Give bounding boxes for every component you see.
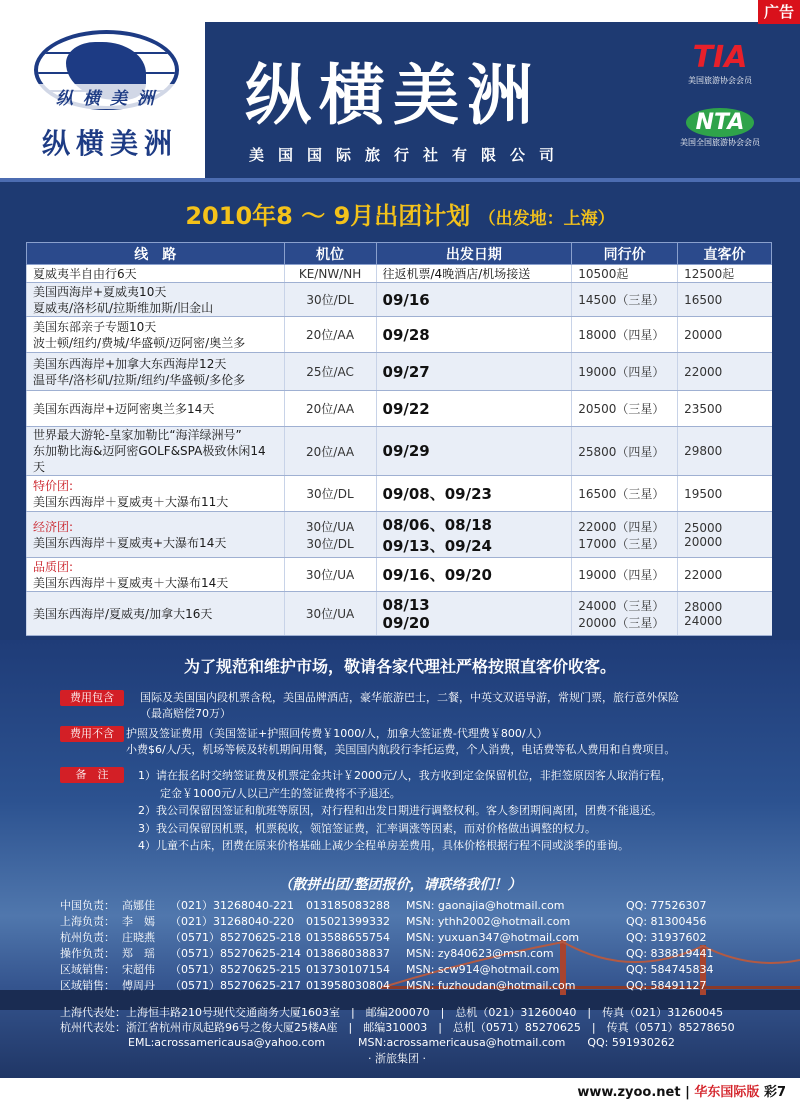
date-cell (376, 283, 572, 317)
table-row (27, 512, 772, 558)
direct-price-cell-line: 19500 (684, 486, 723, 501)
contact-qq[interactable]: QQ: 584745834 (626, 962, 714, 976)
contact-name: 庄晓燕 (122, 931, 155, 944)
date-cell (376, 592, 572, 636)
trade-price-cell (572, 592, 678, 636)
footer-site[interactable]: www.zyoo.net (577, 1085, 681, 1100)
direct-price-cell (678, 512, 772, 558)
direct-price-cell (678, 558, 772, 592)
date-cell-line: 09/29 (382, 442, 430, 460)
company-name: 美国国际旅行社有限公司 (249, 146, 569, 164)
header (0, 0, 800, 178)
email-msn-qq: EML:acrossamericausa@yahoo.com MSN:acrossamericausa@hotmail.com QQ: 591930262 (128, 1036, 675, 1049)
contact-msn[interactable]: MSN: yuxuan347@hotmail.com (406, 930, 580, 944)
hangzhou-office: 杭州代表处：浙江省杭州市凤起路96号之俊大厦25楼A座 | 邮编310003 | 总机（0571）85270625 | 传真（0571）85278650 (60, 1021, 735, 1034)
contact-role: 操作负责： (60, 947, 115, 960)
trade-price-cell-line: 20500（三星） (578, 402, 665, 416)
trade-price-cell-line: 19000（四星） (578, 365, 665, 379)
table-row (27, 353, 772, 391)
seat-cell (284, 391, 376, 427)
trade-price-cell-line: 17000（三星） (578, 536, 665, 551)
tia-caption: 美国旅游协会会员 (688, 76, 752, 85)
excluded-badge: 费用不含 (60, 726, 124, 742)
trade-price-cell-line: 14500（三星） (578, 293, 665, 307)
direct-price-cell-line: 20000 (684, 534, 723, 549)
seat-cell (284, 476, 376, 512)
table-header-row (27, 243, 772, 265)
plan-title-sub: （出发地：上海） (478, 209, 615, 229)
tia-logo: TIA (692, 40, 748, 75)
note-line: 3）我公司保留因机票，机票税收，领馆签证费，汇率调涨等因素，而对价格做出调整的权力。 (138, 821, 596, 835)
contact-msn[interactable]: MSN: scw914@hotmail.com (406, 962, 560, 976)
route-cell (27, 317, 285, 353)
date-cell-line: 08/06、08/18 (382, 515, 492, 534)
contact-name: 高娜佳 (122, 899, 155, 912)
date-cell (376, 512, 572, 558)
brand-title: 纵横美洲 (245, 56, 541, 134)
route-line: 美国东西海岸＋夏威夷＋大瀑布14天 (33, 576, 229, 590)
direct-price-cell-line: 22000 (684, 364, 723, 379)
tia-badge (666, 40, 774, 86)
tour-type-tag: 特价团: (33, 479, 74, 493)
contact-role: 杭州负责： (60, 931, 115, 944)
trade-price-cell-line: 25800（四星） (578, 444, 665, 459)
date-cell-line: 09/28 (382, 325, 430, 344)
contact-row (60, 897, 730, 913)
contact-mobile: 015021399332 (306, 914, 390, 928)
direct-price-cell-line: 23500 (684, 401, 723, 416)
direct-price-cell-line: 12500起 (684, 267, 735, 281)
plan-title-main: 2010年8 ～ 9月出团计划 (185, 202, 471, 230)
trade-price-cell (572, 427, 678, 476)
header-date: 出发日期 (376, 243, 572, 265)
contact-rows (60, 897, 730, 993)
route-line: 美国东西海岸/夏威夷/加拿大16天 (33, 606, 213, 621)
title-banner (205, 22, 800, 178)
trade-price-cell-line: 16500（三星） (578, 487, 665, 501)
direct-price-cell (678, 476, 772, 512)
contact-tel[interactable]: （0571）85270625-217 (170, 979, 301, 992)
contact-tel[interactable]: （0571）85270625-215 (170, 963, 301, 976)
trade-price-cell-line: 20000（三星） (578, 615, 665, 630)
contact-name: 傅周丹 (122, 979, 155, 992)
route-cell (27, 592, 285, 636)
included-text (140, 690, 780, 722)
contact-role: 上海负责： (60, 915, 115, 928)
seat-cell-line: 20位/AA (306, 444, 355, 459)
contact-qq[interactable]: QQ: 31937602 (626, 930, 707, 944)
route-line: 夏威夷半自由行6天 (33, 266, 137, 281)
note-line: 定金￥1000元/人以已产生的签证费将不予退还。 (160, 786, 401, 800)
trade-price-cell (572, 283, 678, 317)
pricing-notice: 为了规范和维护市场，敬请各家代理社严格按照直客价收客。 (183, 657, 616, 676)
seat-cell-line: 30位/DL (306, 536, 354, 551)
route-line: 夏威夷/洛杉矶/拉斯维加斯/旧金山 (33, 300, 214, 315)
contact-msn[interactable]: MSN: ythh2002@hotmail.com (406, 914, 571, 928)
contact-tel[interactable]: （0571）85270625-218 (170, 931, 301, 944)
route-cell (27, 512, 285, 558)
contact-row (60, 961, 730, 977)
contact-name: 宋超伟 (122, 963, 155, 976)
contact-row (60, 929, 730, 945)
direct-price-cell-line: 16500 (684, 292, 723, 307)
direct-price-cell (678, 317, 772, 353)
note-line: 4）儿童不占床，团费在原来价格基础上减少全程单房差费用，具体价格根据行程不同或淡季的垂询。 (138, 839, 629, 852)
contact-name: 李 嫣 (122, 915, 155, 928)
route-cell (27, 353, 285, 391)
header-trade-price: 同行价 (572, 243, 678, 265)
seat-cell (284, 512, 376, 558)
contact-qq[interactable]: QQ: 58491127 (626, 978, 707, 992)
route-cell (27, 283, 285, 317)
date-cell (376, 265, 572, 283)
plan-title (0, 196, 800, 231)
date-cell (376, 317, 572, 353)
header-direct-price: 直客价 (678, 243, 772, 265)
page-footer (0, 1078, 800, 1100)
contact-tel[interactable]: （021）31268040-220 (170, 915, 294, 928)
shanghai-office: 上海代表处：上海恒丰路210号现代交通商务大厦1603室 | 邮编200070 | 总机（021）31260040 | 传真（021）31260045 (60, 1006, 724, 1019)
seat-cell-line: 30位/UA (305, 519, 355, 534)
trade-price-cell-line: 24000（三星） (578, 598, 665, 613)
contact-mobile: 013588655754 (306, 930, 390, 944)
date-cell-line: 09/16、09/20 (382, 566, 492, 584)
route-line: 东加勒比海&迈阿密GOLF&SPA极致休闲14天 (33, 444, 266, 474)
seat-cell (284, 592, 376, 636)
route-cell (27, 265, 285, 283)
trade-price-cell-line: 10500起 (578, 267, 629, 281)
contact-row (60, 977, 730, 993)
excluded-line: 小费$6/人/天，机场等候及转机期间用餐，美国国内航段行李托运费，个人消费，电话费等私人费用和自费项目。 (126, 743, 676, 756)
excluded-line: 护照及签证费用（美国签证+护照回传费￥1000/人，加拿大签证费-代理费￥800/人） (126, 727, 548, 740)
contact-role: 区域销售： (60, 963, 115, 976)
note-line: 1）请在报名时交纳签证费及机票定金共计￥2000元/人，我方收到定金保留机位，非拒签原因客人取消行程， (138, 769, 672, 782)
date-cell-line: 09/20 (382, 613, 430, 632)
contact-msn[interactable]: MSN: fuzhoudan@hotmail.com (406, 978, 576, 992)
footer-edition: 华东国际版 (694, 1085, 760, 1100)
date-cell-line: 09/08、09/23 (382, 485, 492, 503)
seat-cell (284, 265, 376, 283)
date-cell (376, 353, 572, 391)
seat-cell-line: KE/NW/NH (298, 266, 362, 281)
footer-page: 彩7 (763, 1085, 786, 1100)
included-line: 国际及美国国内段机票含税，美国品牌酒店，豪华旅游巴士，二餐，中英文双语导游，常规门票，旅行意外保险 (140, 691, 679, 704)
trade-price-cell (572, 558, 678, 592)
trade-price-cell (572, 317, 678, 353)
seat-cell (284, 283, 376, 317)
route-cell (27, 427, 285, 476)
contact-row (60, 913, 730, 929)
table-row (27, 592, 772, 636)
logo-small-text: 纵横美洲 (30, 84, 190, 109)
seat-cell-line: 30位/DL (306, 487, 354, 501)
included-line: （最高赔偿70万） (140, 707, 231, 720)
table-row (27, 265, 772, 283)
table-row (27, 558, 772, 592)
seat-cell-line: 20位/AA (306, 402, 355, 416)
trade-price-cell-line: 18000（四星） (578, 328, 665, 342)
header-seat: 机位 (284, 243, 376, 265)
date-cell-line: 往返机票/4晚酒店/机场接送 (382, 267, 531, 281)
direct-price-cell (678, 265, 772, 283)
route-line: 美国东西海岸＋夏威夷＋大瀑布11大 (33, 495, 229, 509)
date-cell (376, 558, 572, 592)
route-line: 温哥华/洛杉矶/拉斯/纽约/华盛顿/多伦多 (33, 372, 246, 387)
date-cell-line: 09/13、09/24 (382, 536, 492, 555)
included-badge: 费用包含 (60, 690, 124, 706)
tour-type-tag: 品质团: (33, 560, 74, 574)
date-cell (376, 476, 572, 512)
date-cell-line: 09/16 (382, 290, 430, 309)
table-row (27, 283, 772, 317)
table-row (27, 427, 772, 476)
divider-stripe (0, 178, 800, 182)
route-line: 美国西海岸+夏威夷10天 (33, 284, 167, 299)
direct-price-cell-line: 22000 (684, 567, 723, 582)
table-row (27, 317, 772, 353)
seat-cell-line: 30位/UA (305, 568, 355, 582)
route-cell (27, 558, 285, 592)
contact-qq[interactable]: QQ: 81300456 (626, 914, 707, 928)
nta-logo: NTA (686, 108, 755, 137)
date-cell (376, 427, 572, 476)
route-line: 美国东部亲子专题10天 (33, 319, 157, 334)
contact-name: 郑 瑶 (122, 947, 155, 960)
seat-cell-line: 20位/AA (306, 328, 355, 342)
direct-price-cell-line: 29800 (684, 444, 723, 458)
contact-tel[interactable]: （0571）85270625-214 (170, 947, 301, 960)
seat-cell (284, 558, 376, 592)
contact-mobile: 013185083288 (306, 898, 390, 912)
contact-role: 区域销售： (60, 979, 115, 992)
direct-price-cell (678, 353, 772, 391)
direct-price-cell (678, 391, 772, 427)
date-cell-line: 09/22 (382, 399, 430, 418)
trade-price-cell-line: 22000（四星） (578, 519, 665, 534)
group-name: · 浙旅集团 · (368, 1052, 426, 1065)
direct-price-cell-line: 25000 (684, 520, 723, 535)
route-line: 美国东西海岸＋夏威夷+大瀑布14天 (33, 536, 227, 550)
seat-cell-line: 30位/DL (306, 293, 354, 307)
contact-mobile: 013868038837 (306, 946, 390, 960)
excluded-text (126, 726, 786, 758)
table-row (27, 476, 772, 512)
route-line: 美国东西海岸+迈阿密奥兰多14天 (33, 401, 215, 416)
route-cell (27, 391, 285, 427)
header-route: 线 路 (27, 243, 285, 265)
trade-price-cell (572, 512, 678, 558)
contacts-table (60, 897, 730, 993)
contact-msn[interactable]: MSN: gaonajia@hotmail.com (406, 898, 565, 912)
seat-cell-line: 30位/UA (305, 607, 355, 621)
direct-price-cell (678, 427, 772, 476)
trade-price-cell-line: 19000（四星） (578, 568, 665, 582)
seat-cell (284, 353, 376, 391)
company-logo (12, 22, 202, 168)
tour-type-tag: 经济团: (33, 520, 74, 534)
seat-cell (284, 317, 376, 353)
contact-qq[interactable]: QQ: 838819441 (626, 946, 714, 960)
contact-invite: （散拼出团/整团报价，请联络我们！） (278, 877, 522, 893)
notes-text (138, 767, 788, 855)
trade-price-cell (572, 391, 678, 427)
seat-cell-line: 25位/AC (306, 365, 354, 379)
contact-mobile: 013958030804 (306, 978, 390, 992)
route-line: 世界最大游轮-皇家加勒比“海洋绿洲号” (33, 428, 242, 442)
note-line: 2）我公司保留因签证和航班等原因，对行程和出发日期进行调整权利。客人参团期间离团，团费不能退还。 (138, 804, 662, 817)
contact-tel[interactable]: （021）31268040-221 (170, 899, 294, 912)
contact-role: 中国负责： (60, 899, 115, 912)
footer-text: www.zyoo.net | 华东国际版 彩7 (577, 1085, 786, 1100)
seat-cell (284, 427, 376, 476)
direct-price-cell (678, 592, 772, 636)
trade-price-cell (572, 476, 678, 512)
ad-label: 广告 (758, 0, 800, 24)
contact-mobile: 013730107154 (306, 962, 390, 976)
date-cell-line: 08/13 (382, 595, 430, 614)
logo-large-text: 纵横美洲 (41, 127, 178, 160)
contact-msn[interactable]: MSN: zy840623@msn.com (406, 946, 554, 960)
table-row (27, 391, 772, 427)
date-cell-line: 09/27 (382, 362, 430, 381)
date-cell (376, 391, 572, 427)
tour-rows (27, 265, 772, 636)
contact-row (60, 945, 730, 961)
nta-caption: 美国全国旅游协会会员 (680, 138, 760, 147)
direct-price-cell-line: 20000 (684, 327, 723, 342)
direct-price-cell-line: 24000 (684, 613, 723, 628)
contact-qq[interactable]: QQ: 77526307 (626, 898, 707, 912)
trade-price-cell (572, 265, 678, 283)
route-line: 美国东西海岸+加拿大东西海岸12天 (33, 356, 227, 371)
route-cell (27, 476, 285, 512)
notes-badge: 备 注 (60, 767, 124, 783)
direct-price-cell-line: 28000 (684, 599, 723, 614)
direct-price-cell (678, 283, 772, 317)
nta-badge (666, 108, 774, 148)
route-line: 波士顿/纽约/费城/华盛顿/迈阿密/奥兰多 (33, 335, 246, 350)
tour-schedule-table (26, 242, 772, 636)
trade-price-cell (572, 353, 678, 391)
